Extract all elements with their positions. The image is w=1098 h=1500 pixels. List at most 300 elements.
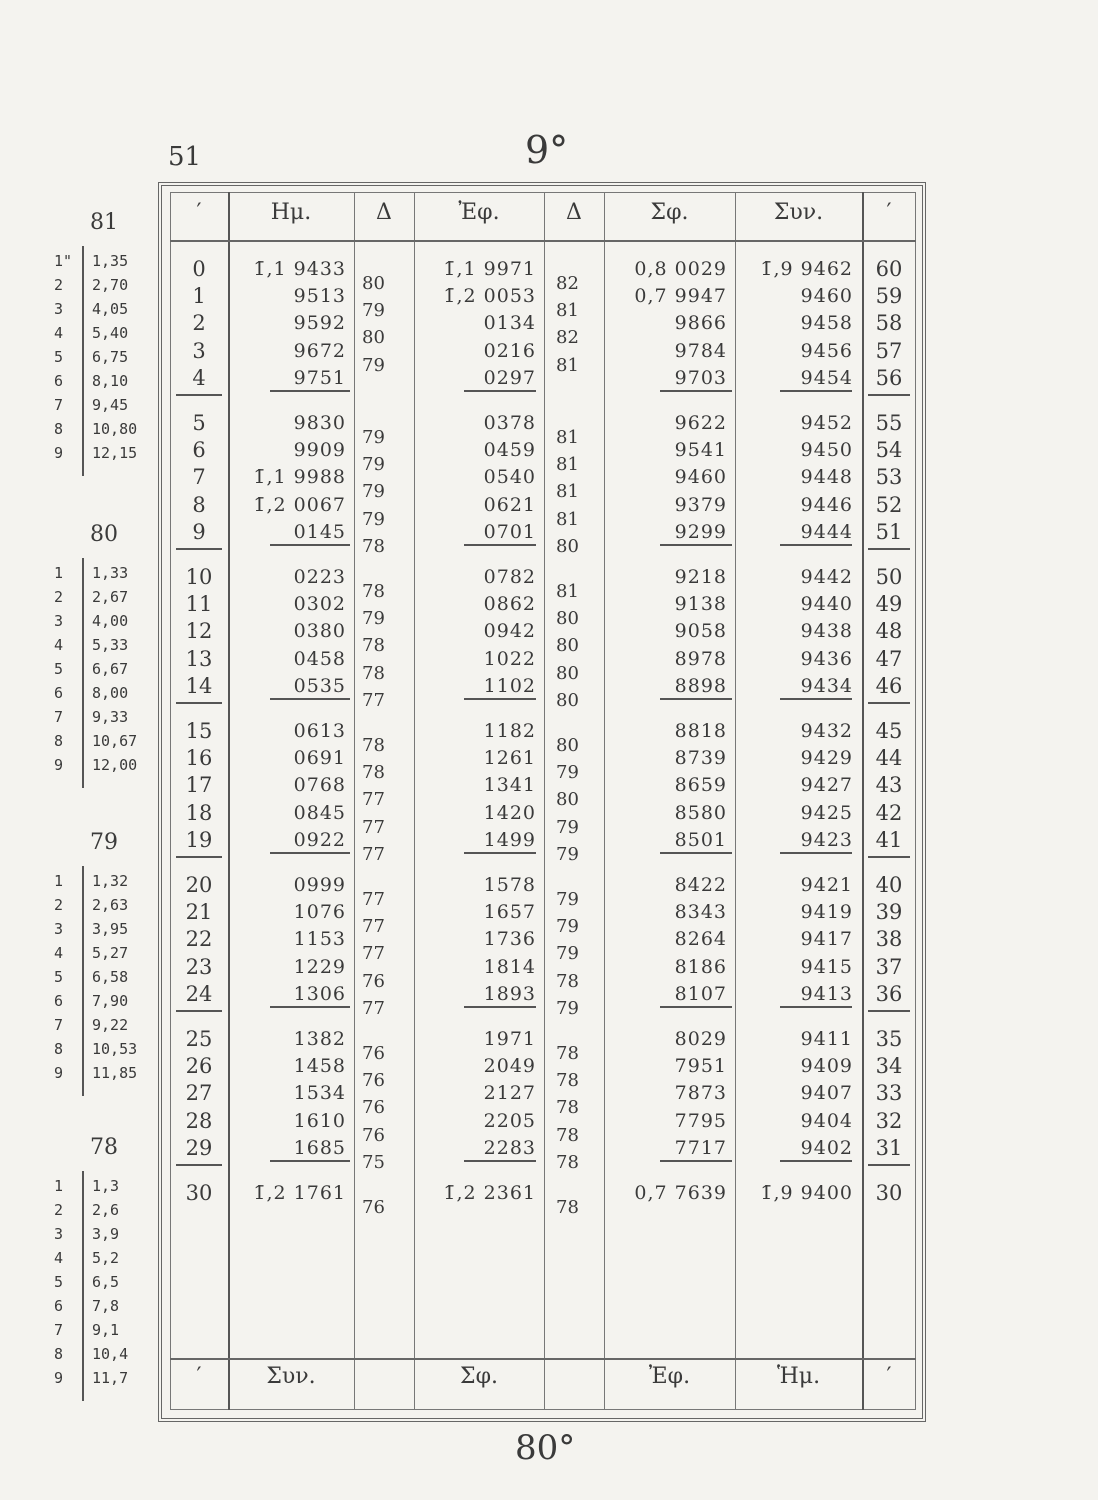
cell-cot-30: 0,7 7639 [634, 1182, 727, 1204]
pp-value: 6,58 [92, 968, 129, 986]
cell-tan-1: 1̄,2 0053 [443, 285, 536, 308]
cell-sin-10: 0223 [293, 566, 346, 588]
pp-table-80 [52, 522, 162, 792]
value-separator [270, 1160, 350, 1162]
cell-cos-2: 9458 [800, 312, 853, 335]
cell-d2-6: 81 [556, 454, 579, 476]
pp-row [52, 756, 162, 778]
cell-sin-26: 1458 [293, 1055, 346, 1078]
cell-m-4: 4 [192, 365, 206, 390]
cell-mr-14: 46 [875, 673, 903, 698]
cell-d1-29: 75 [362, 1151, 385, 1173]
cell-m-7: 7 [192, 465, 206, 490]
pp-seconds: 4 [54, 944, 64, 962]
cell-d2-26: 78 [556, 1070, 579, 1092]
cell-cot-3: 9784 [674, 339, 727, 362]
footer-minute: ′ [196, 1364, 202, 1389]
cell-d1-3: 79 [362, 354, 385, 376]
col-divider [544, 192, 545, 1410]
pp-seconds: 1 [54, 872, 64, 890]
cell-tan-28: 2205 [483, 1109, 536, 1132]
header-minute-right: ′ [886, 200, 892, 225]
cell-m-6: 6 [192, 438, 206, 463]
cell-d1-16: 78 [362, 762, 385, 784]
cell-m-17: 17 [185, 773, 213, 798]
pp-seconds: 9 [54, 444, 64, 462]
cell-sin-11: 0302 [293, 593, 346, 616]
cell-mr-19: 41 [875, 827, 903, 852]
cell-cos-30: 1̄,9 9400 [760, 1182, 853, 1204]
cell-mr-28: 32 [875, 1108, 903, 1133]
group-separator [176, 856, 222, 858]
pp-row [52, 1225, 162, 1247]
pp-seconds: 9 [54, 1369, 64, 1387]
pp-row [52, 300, 162, 322]
group-separator [176, 394, 222, 396]
cell-cos-6: 9450 [800, 439, 853, 462]
header-cos: Συν. [773, 200, 824, 225]
cell-mr-21: 39 [875, 900, 903, 925]
cell-cot-5: 9622 [674, 412, 727, 434]
cell-m-12: 12 [185, 619, 213, 644]
cell-sin-0: 1̄,1 9433 [253, 258, 346, 280]
pp-value: 5,33 [92, 636, 129, 654]
value-separator [780, 1160, 852, 1162]
pp-row [52, 1040, 162, 1062]
cell-cot-25: 8029 [674, 1028, 727, 1050]
cell-cos-15: 9432 [800, 720, 853, 742]
cell-sin-9: 0145 [293, 520, 346, 543]
cell-tan-7: 0540 [483, 466, 536, 489]
cell-m-30: 30 [185, 1181, 213, 1205]
cell-cos-25: 9411 [800, 1028, 853, 1050]
pp-row [52, 1249, 162, 1271]
cell-m-0: 0 [192, 257, 206, 281]
cell-mr-22: 38 [875, 927, 903, 952]
cell-d1-2: 80 [362, 327, 385, 349]
pp-seconds: 2 [54, 276, 64, 294]
pp-row [52, 968, 162, 990]
footer-sin: Ἡμ. [776, 1364, 821, 1389]
pp-row [52, 588, 162, 610]
footer-rule [170, 1358, 916, 1360]
cell-d2-3: 81 [556, 354, 579, 376]
cell-d2-21: 79 [556, 916, 579, 938]
pp-seconds: 6 [54, 1297, 64, 1315]
pp-value: 4,05 [92, 300, 129, 318]
header-delta-1: Δ [376, 200, 392, 225]
cell-sin-8: 1̄,2 0067 [253, 493, 346, 516]
pp-value: 7,90 [92, 992, 129, 1010]
pp-seconds: 6 [54, 372, 64, 390]
pp-row [52, 1321, 162, 1343]
pp-seconds: 1" [54, 252, 73, 270]
pp-value: 11,7 [92, 1369, 129, 1387]
cell-tan-25: 1971 [483, 1028, 536, 1050]
cell-mr-4: 56 [875, 365, 903, 390]
cell-tan-14: 1102 [483, 674, 536, 697]
pp-row [52, 684, 162, 706]
cell-cot-21: 8343 [674, 901, 727, 924]
value-separator [270, 390, 350, 392]
cell-mr-3: 57 [875, 338, 903, 363]
pp-seconds: 2 [54, 588, 64, 606]
pp-value: 7,8 [92, 1297, 120, 1315]
cell-cos-7: 9448 [800, 466, 853, 489]
cell-cot-29: 7717 [674, 1136, 727, 1159]
cell-d2-18: 79 [556, 816, 579, 838]
cell-sin-29: 1685 [293, 1136, 346, 1159]
pp-seconds: 6 [54, 684, 64, 702]
pp-value: 6,67 [92, 660, 129, 678]
pp-value: 6,5 [92, 1273, 120, 1291]
cell-tan-24: 1893 [483, 982, 536, 1005]
cell-d1-0: 80 [362, 273, 385, 294]
cell-d2-12: 80 [556, 635, 579, 657]
cell-cos-10: 9442 [800, 566, 853, 588]
cell-m-27: 27 [185, 1081, 213, 1106]
cell-d2-27: 78 [556, 1097, 579, 1119]
cell-cos-27: 9407 [800, 1082, 853, 1105]
pp-seconds: 5 [54, 968, 64, 986]
cell-cos-16: 9429 [800, 747, 853, 770]
pp-seconds: 8 [54, 1040, 64, 1058]
pp-row [52, 708, 162, 730]
cell-cos-20: 9421 [800, 874, 853, 896]
pp-value: 2,6 [92, 1201, 120, 1219]
pp-value: 5,40 [92, 324, 129, 342]
cell-sin-3: 9672 [293, 339, 346, 362]
pp-seconds: 4 [54, 1249, 64, 1267]
pp-row [52, 872, 162, 894]
cell-m-1: 1 [192, 284, 206, 309]
value-separator [660, 390, 732, 392]
pp-row [52, 396, 162, 418]
cell-d2-2: 82 [556, 327, 579, 349]
cell-d2-11: 80 [556, 608, 579, 630]
cell-sin-28: 1610 [293, 1109, 346, 1132]
pp-value: 9,1 [92, 1321, 120, 1339]
cell-m-8: 8 [192, 492, 206, 517]
pp-value: 10,67 [92, 732, 138, 750]
cell-cot-19: 8501 [674, 828, 727, 851]
cell-cot-16: 8739 [674, 747, 727, 770]
value-separator [270, 698, 350, 700]
cell-cot-10: 9218 [674, 566, 727, 588]
cell-cot-13: 8978 [674, 647, 727, 670]
cell-tan-19: 1499 [483, 828, 536, 851]
cell-sin-1: 9513 [293, 285, 346, 308]
pp-value: 12,00 [92, 756, 138, 774]
pp-value: 9,22 [92, 1016, 129, 1034]
cell-d2-29: 78 [556, 1151, 579, 1173]
cell-d2-30: 78 [556, 1197, 579, 1218]
pp-row [52, 1177, 162, 1199]
cell-cos-29: 9402 [800, 1136, 853, 1159]
pp-seconds: 4 [54, 636, 64, 654]
cell-d2-20: 79 [556, 889, 579, 910]
value-separator [660, 1160, 732, 1162]
pp-row [52, 1064, 162, 1086]
cell-d1-18: 77 [362, 816, 385, 838]
pp-seconds: 7 [54, 708, 64, 726]
cell-m-20: 20 [185, 873, 213, 897]
pp-value: 3,95 [92, 920, 129, 938]
cell-cot-26: 7951 [674, 1055, 727, 1078]
cell-d1-17: 77 [362, 789, 385, 811]
cell-tan-27: 2127 [483, 1082, 536, 1105]
header-sin: Ημ. [270, 200, 312, 225]
pp-value: 2,70 [92, 276, 129, 294]
pp-seconds: 4 [54, 324, 64, 342]
cell-mr-7: 53 [875, 465, 903, 490]
cell-mr-25: 35 [875, 1027, 903, 1051]
pp-value: 10,53 [92, 1040, 138, 1058]
cell-sin-12: 0380 [293, 620, 346, 643]
cell-cot-20: 8422 [674, 874, 727, 896]
cell-cot-2: 9866 [674, 312, 727, 335]
cell-cot-28: 7795 [674, 1109, 727, 1132]
pp-row [52, 1273, 162, 1295]
cell-d2-1: 81 [556, 300, 579, 322]
cell-mr-8: 52 [875, 492, 903, 517]
cell-d2-9: 80 [556, 535, 579, 557]
cell-sin-24: 1306 [293, 982, 346, 1005]
value-separator [780, 698, 852, 700]
degree-title: 9° [525, 128, 569, 172]
cell-d1-27: 76 [362, 1097, 385, 1119]
pp-value: 8,00 [92, 684, 129, 702]
cell-cos-22: 9417 [800, 928, 853, 951]
cell-m-26: 26 [185, 1054, 213, 1079]
cell-tan-8: 0621 [483, 493, 536, 516]
pp-row [52, 276, 162, 298]
header-cot: Σφ. [650, 200, 689, 225]
cell-mr-30: 30 [875, 1181, 903, 1205]
cell-mr-29: 31 [875, 1135, 903, 1160]
group-separator [868, 702, 910, 704]
value-separator [660, 852, 732, 854]
cell-tan-23: 1814 [483, 955, 536, 978]
value-separator [464, 852, 536, 854]
group-separator [868, 394, 910, 396]
cell-m-29: 29 [185, 1135, 213, 1160]
cell-m-16: 16 [185, 746, 213, 771]
cell-tan-2: 0134 [483, 312, 536, 335]
cell-tan-20: 1578 [483, 874, 536, 896]
pp-row [52, 348, 162, 370]
pp-row [52, 564, 162, 586]
cell-m-24: 24 [185, 981, 213, 1006]
pp-row [52, 1297, 162, 1319]
group-separator [176, 1164, 222, 1166]
pp-value: 1,35 [92, 252, 129, 270]
pp-row [52, 1345, 162, 1367]
cell-d2-16: 79 [556, 762, 579, 784]
cell-m-15: 15 [185, 719, 213, 743]
cell-m-25: 25 [185, 1027, 213, 1051]
pp-row [52, 732, 162, 754]
cell-cot-23: 8186 [674, 955, 727, 978]
cell-m-3: 3 [192, 338, 206, 363]
col-divider [354, 192, 355, 1410]
cell-tan-13: 1022 [483, 647, 536, 670]
pp-value: 12,15 [92, 444, 138, 462]
pp-row [52, 1016, 162, 1038]
group-separator [176, 548, 222, 550]
cell-d1-30: 76 [362, 1197, 385, 1218]
cell-mr-11: 49 [875, 592, 903, 617]
pp-seconds: 7 [54, 1321, 64, 1339]
cell-d1-7: 79 [362, 481, 385, 503]
cell-cos-26: 9409 [800, 1055, 853, 1078]
cell-cos-23: 9415 [800, 955, 853, 978]
pp-value: 2,63 [92, 896, 129, 914]
group-separator [176, 702, 222, 704]
header-delta-2: Δ [566, 200, 582, 225]
cell-tan-17: 1341 [483, 774, 536, 797]
cell-mr-18: 42 [875, 800, 903, 825]
pp-row [52, 636, 162, 658]
header-tan: Ἐφ. [458, 200, 500, 225]
cell-tan-0: 1̄,1 9971 [443, 258, 536, 280]
cell-d1-5: 79 [362, 427, 385, 448]
cell-sin-15: 0613 [293, 720, 346, 742]
cell-tan-3: 0216 [483, 339, 536, 362]
cell-sin-4: 9751 [293, 366, 346, 389]
pp-table-78 [52, 1135, 162, 1405]
pp-seconds: 8 [54, 420, 64, 438]
cell-d2-24: 79 [556, 997, 579, 1019]
pp-row [52, 420, 162, 442]
pp-row [52, 324, 162, 346]
pp-row [52, 896, 162, 918]
pp-value: 9,45 [92, 396, 129, 414]
cell-d2-28: 78 [556, 1124, 579, 1146]
cell-d1-9: 78 [362, 535, 385, 557]
pp-seconds: 2 [54, 1201, 64, 1219]
cell-mr-10: 50 [875, 565, 903, 589]
cell-sin-21: 1076 [293, 901, 346, 924]
cell-sin-13: 0458 [293, 647, 346, 670]
cell-d2-14: 80 [556, 689, 579, 711]
cell-m-13: 13 [185, 646, 213, 671]
pp-value: 5,2 [92, 1249, 120, 1267]
cell-sin-16: 0691 [293, 747, 346, 770]
pp-seconds: 5 [54, 1273, 64, 1291]
cell-mr-24: 36 [875, 981, 903, 1006]
degree-complement: 80° [515, 1428, 576, 1468]
cell-tan-18: 1420 [483, 801, 536, 824]
cell-d1-1: 79 [362, 300, 385, 322]
cell-cot-9: 9299 [674, 520, 727, 543]
cell-cos-8: 9446 [800, 493, 853, 516]
cell-m-2: 2 [192, 311, 206, 336]
cell-tan-6: 0459 [483, 439, 536, 462]
cell-cos-14: 9434 [800, 674, 853, 697]
group-separator [868, 548, 910, 550]
cell-tan-26: 2049 [483, 1055, 536, 1078]
cell-tan-22: 1736 [483, 928, 536, 951]
cell-d1-8: 79 [362, 508, 385, 530]
cell-m-18: 18 [185, 800, 213, 825]
cell-cos-4: 9454 [800, 366, 853, 389]
group-separator [176, 1010, 222, 1012]
pp-row [52, 992, 162, 1014]
cell-tan-4: 0297 [483, 366, 536, 389]
cell-tan-9: 0701 [483, 520, 536, 543]
cell-cot-27: 7873 [674, 1082, 727, 1105]
cell-sin-27: 1534 [293, 1082, 346, 1105]
cell-d1-12: 78 [362, 635, 385, 657]
cell-mr-0: 60 [875, 257, 903, 281]
pp-seconds: 1 [54, 1177, 64, 1195]
value-separator [780, 390, 852, 392]
cell-d1-25: 76 [362, 1043, 385, 1064]
cell-m-14: 14 [185, 673, 213, 698]
cell-cos-24: 9413 [800, 982, 853, 1005]
cell-cos-21: 9419 [800, 901, 853, 924]
cell-cot-7: 9460 [674, 466, 727, 489]
value-separator [270, 1006, 350, 1008]
pp-seconds: 3 [54, 612, 64, 630]
cell-cot-24: 8107 [674, 982, 727, 1005]
group-separator [868, 1010, 910, 1012]
pp-row [52, 612, 162, 634]
cell-mr-20: 40 [875, 873, 903, 897]
cell-cos-28: 9404 [800, 1109, 853, 1132]
cell-tan-21: 1657 [483, 901, 536, 924]
cell-d2-7: 81 [556, 481, 579, 503]
cell-mr-6: 54 [875, 438, 903, 463]
footer-cos: Συν. [266, 1364, 316, 1389]
pp-seconds: 9 [54, 756, 64, 774]
cell-cot-12: 9058 [674, 620, 727, 643]
cell-mr-12: 48 [875, 619, 903, 644]
pp-value: 10,4 [92, 1345, 129, 1363]
cell-cos-19: 9423 [800, 828, 853, 851]
cell-sin-30: 1̄,2 1761 [253, 1182, 346, 1204]
pp-seconds: 8 [54, 1345, 64, 1363]
cell-cot-18: 8580 [674, 801, 727, 824]
cell-cos-11: 9440 [800, 593, 853, 616]
pp-seconds: 6 [54, 992, 64, 1010]
header-minute: ′ [196, 200, 202, 225]
cell-d1-6: 79 [362, 454, 385, 476]
cell-m-9: 9 [192, 519, 206, 544]
cell-cos-1: 9460 [800, 285, 853, 308]
pp-seconds: 1 [54, 564, 64, 582]
footer-cot: Ἐφ. [648, 1364, 691, 1389]
cell-d1-26: 76 [362, 1070, 385, 1092]
cell-sin-5: 9830 [293, 412, 346, 434]
pp-seconds: 5 [54, 660, 64, 678]
cell-tan-11: 0862 [483, 593, 536, 616]
cell-tan-29: 2283 [483, 1136, 536, 1159]
cell-m-5: 5 [192, 411, 206, 435]
cell-cot-1: 0,7 9947 [634, 285, 727, 308]
pp-value: 4,00 [92, 612, 129, 630]
pp-seconds: 3 [54, 1225, 64, 1243]
cell-mr-2: 58 [875, 311, 903, 336]
value-separator [780, 1006, 852, 1008]
value-separator [780, 544, 852, 546]
pp-row [52, 252, 162, 274]
cell-tan-15: 1182 [483, 720, 536, 742]
cell-cot-14: 8898 [674, 674, 727, 697]
cell-d1-20: 77 [362, 889, 385, 910]
cell-mr-17: 43 [875, 773, 903, 798]
